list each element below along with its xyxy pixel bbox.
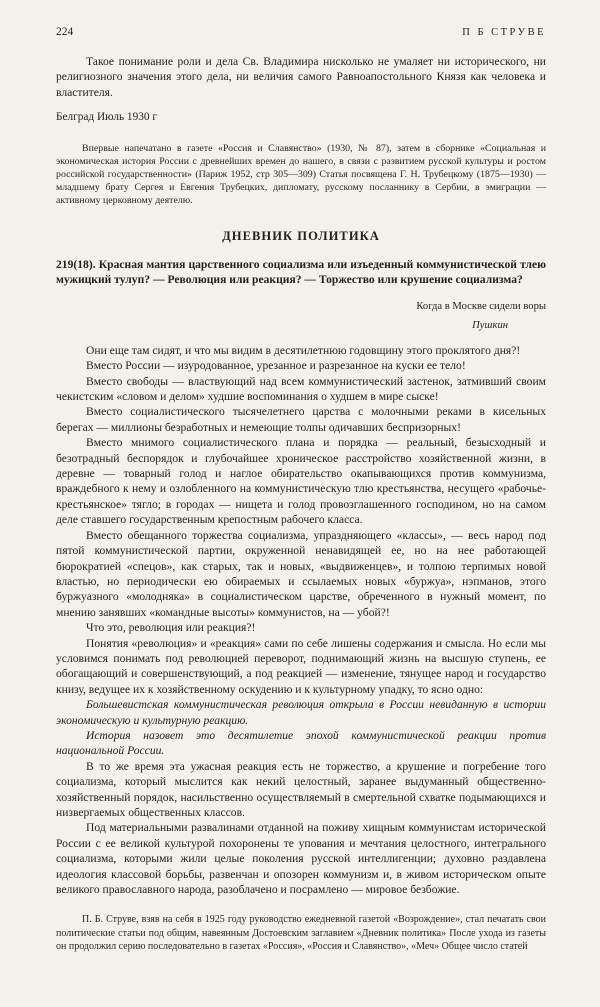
article-paragraph: Вместо обещанного торжества социализма, упраздняющего «классы», — весь народ под пятой коммунистической партии, окруженной ненавидящей ее, но на нее работающей бюрократией «спецов», как старых, так и новых, «выдвиженцев», и толпою терпимых новой властью, но периодически ею обираемых и ссылаемых новых «буржуа», нэпманов, этого буржуазного «молодняка» в социалистическом царстве, обреченного в нужный момент, по мнению занявших «командные высоты» коммунистов, на — убой?! <box>56 528 546 619</box>
article-paragraph: Вместо России — изуродованное, урезанное и разрезанное на куски ее тело! <box>86 359 466 373</box>
article-paragraph: Под материальными развалинами отданной на поживу хищным коммунистам исторической России с ее великой культурой похоронены те упования и мечтания целостного, интегрального социализма, которыми жили целые поколения русской интеллигенции; духовно раздавлена идеология классовой борьбы, развенчан и опозорен коммунизм и, в живом историческом опыте великого православного народа, разоблачено и посрамлено — мировое безбожие. <box>56 821 546 897</box>
page-header <box>56 26 546 38</box>
article-paragraph: Вместо социалистического тысячелетнего царства с молочными реками в кисельных берегах — миллионы безработных и немеющие толпы одичавших беспризорных! <box>56 405 546 434</box>
article-paragraph: Что это, революция или реакция?! <box>86 621 256 635</box>
dateline: Белград Июль 1930 г <box>56 111 157 124</box>
section-heading: ДНЕВНИК ПОЛИТИКА <box>222 228 380 243</box>
epigraph-text: Когда в Москве сидели воры <box>416 300 546 312</box>
article-paragraph: История назовет это десятилетие эпохой коммунистической реакции против национальной России. <box>56 728 546 758</box>
article-paragraph: В то же время эта ужасная реакция есть не торжество, а крушение и погребение того социализма, который мыслится как некий целостный, заранее выдуманный общественно-хозяйственный порядок, насильственно осуществляемый в смертельной схватке подымающихся и низвергаемых общественных классов. <box>56 759 546 819</box>
article-paragraph: Большевистская коммунистическая революция открыла в России невиданную в истории экономическую и культурную реакцию. <box>56 698 546 727</box>
footnote: П. Б. Струве, взяв на себя в 1925 году руководство ежедневной газетой «Возрождение», стал печатать свои политические статьи под общим, навеянным Достоевским заглавием «Дневник политика» После ухода из газеты он продолжил серию последовательно в газетах «Россия», «Россия и Славянство», «Меч» Общее число статей <box>56 914 546 952</box>
article-paragraph: Вместо мнимого социалистического плана и порядка — реальный, безысходный и безотрадный беспорядок и глубочайшее хроническое расстройство хозяйственной жизни, в деревне — товарный голод и наглое обирательство окапывающихся против коммунизма, враждебного к нему и озлобленного на коммунистическую тлю крестьянства, несущего «рабочье-крестьянское» тягло; в городах — нищета и голод провозглашенного господином, но на самом деле ставшего государственным крепостным рабочего класса. <box>56 436 546 527</box>
editorial-note: Впервые напечатано в газете «Россия и Славянство» (1930, № 87), затем в сборнике «Социальная и экономическая история России с древнейших времен до нашего, в связи с развитием русской культуры и ростом российской государственности» (Париж 1952, стр 305—309) Статья посвящена Г. Н. Трубецкому (1875—1930) — младшему брату Сергея и Евгения Трубецких, дипломату, русскому посланнику в Сербии, в эмиграции — активному церковному деятелю. <box>56 142 546 206</box>
article-paragraph: Они еще там сидят, и что мы видим в десятилетнюю годовщину этого проклятого дня?! <box>86 343 521 357</box>
page-number: 224 <box>56 26 74 38</box>
previous-article-closing-paragraph: Такое понимание роли и дела Св. Владимира нисколько не умаляет ни исторического, ни религиозного значения этого дела, ни величия самого Равноапостольного Князя как человека и властителя. <box>56 55 546 99</box>
epigraph <box>56 300 546 333</box>
article-body <box>56 343 546 898</box>
article-paragraph: Вместо свободы — властвующий над всем коммунистический застенок, затмивший своим чекистским «словом и делом» худшие воспоминания о худшем в мире сыске! <box>56 374 546 404</box>
running-head: П Б СТРУВЕ <box>462 27 546 38</box>
article-title: 219(18). Красная мантия царственного социализма или изъеденный коммунистической тлею мужицкий тулуп? — Революция или реакция? — Торжество или крушение социализма? <box>56 257 546 287</box>
epigraph-author: Пушкин <box>472 319 508 331</box>
article-paragraph: Понятия «революция» и «реакция» сами по себе лишены содержания и смысла. Но если мы условимся понимать под революцией переворот, поднимающий жизнь на высшую ступень, ее обогащающий и совершенствующий, а под реакцией — изменение, тянущее народ и государство книзу, ведущее их к хозяйственному оскудению и к культурному упадку, то ясно одно: <box>56 636 546 696</box>
